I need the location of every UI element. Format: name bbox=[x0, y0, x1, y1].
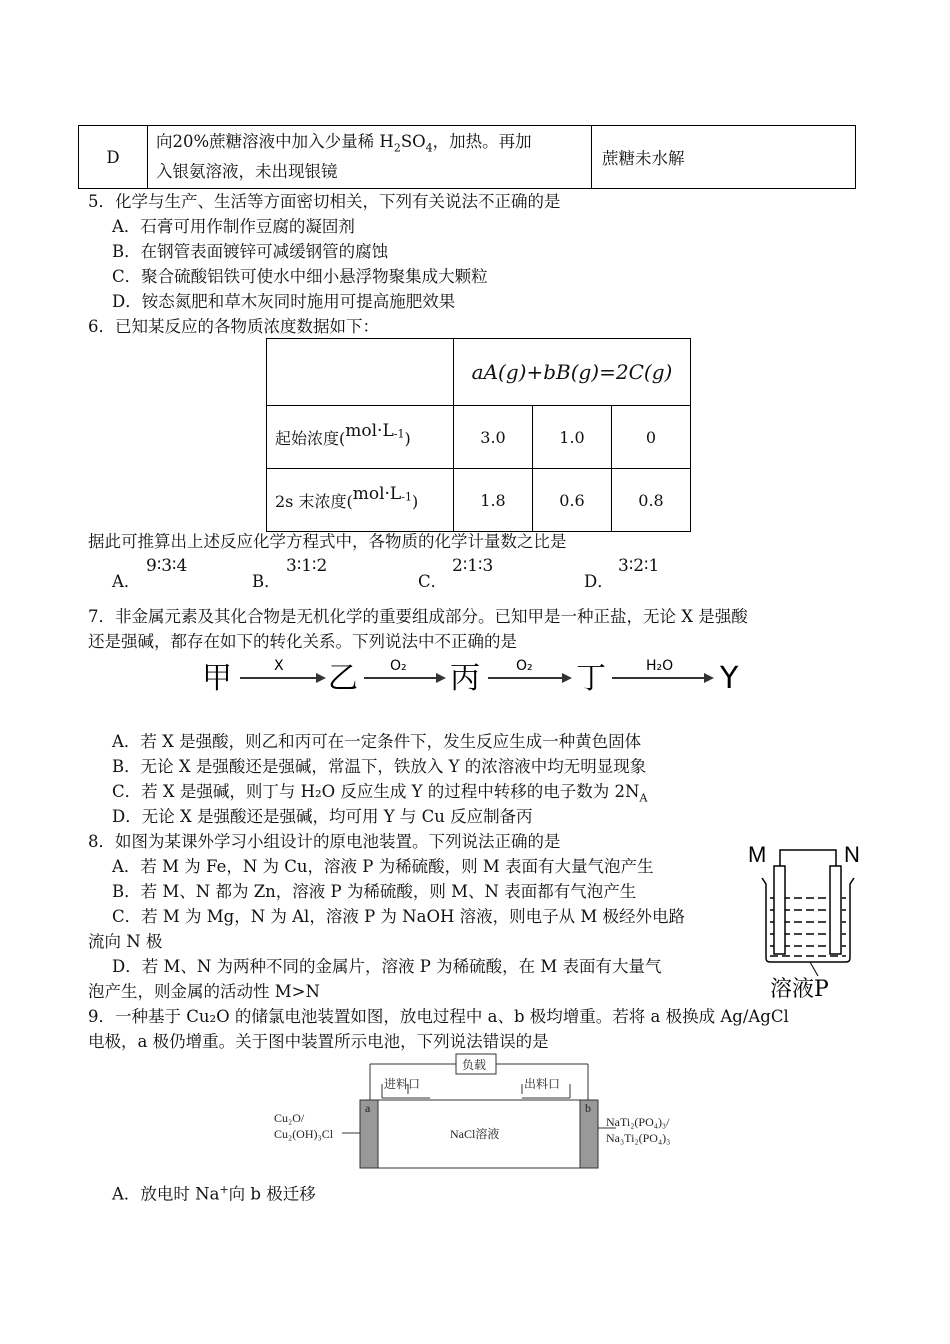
q8-stem: 8．如图为某课外学习小组设计的原电池装置。下列说法正确的是 bbox=[88, 832, 561, 851]
q7-option-b[interactable]: B．无论 X 是强酸还是强碱，常温下，铁放入 Y 的浓溶液中均无明显现象 bbox=[112, 757, 647, 776]
experiment-cell: 向20%蔗糖溶液中加入少量稀 $H_2SO_4$，加热。再加 入银氨溶液，未出现银镜 bbox=[148, 126, 592, 189]
q7-option-a[interactable]: A．若 X 是强酸，则乙和丙可在一定条件下，发生反应生成一种黄色固体 bbox=[112, 732, 642, 751]
electrode-m-label: M bbox=[748, 842, 767, 867]
chain-ding: 丁 bbox=[576, 661, 606, 696]
left-material-2: Cu₂(OH)₃Cl bbox=[274, 1127, 334, 1141]
q8-option-b[interactable]: B．若 M、N 都为 Zn，溶液 P 为稀硫酸，则 M、N 表面都有气泡产生 bbox=[112, 882, 637, 901]
chain-jia: 甲 bbox=[202, 661, 232, 696]
cell: 0.6 bbox=[533, 469, 612, 532]
q7-stem-line1: 7．非金属元素及其化合物是无机化学的重要组成部分。已知甲是一种正盐，无论 X 是强酸 bbox=[88, 607, 748, 626]
battery-figure bbox=[270, 1050, 690, 1175]
table-row bbox=[267, 469, 691, 532]
q8-option-c-cont: 流向 N 极 bbox=[88, 932, 163, 951]
q6-option-b-label[interactable]: B． bbox=[252, 572, 281, 591]
q6-stem: 6．已知某反应的各物质浓度数据如下： bbox=[88, 317, 379, 336]
inlet-label: 进料口 bbox=[384, 1077, 421, 1091]
electrode-m bbox=[774, 866, 785, 954]
q5-stem: 5．化学与生产、生活等方面密切相关，下列有关说法不正确的是 bbox=[88, 192, 561, 211]
q5-option-c[interactable]: C．聚合硫酸铝铁可使水中细小悬浮物聚集成大颗粒 bbox=[112, 267, 488, 286]
row-label-2s: 2s 末浓度$(mol\cdot L^{-1})$ bbox=[267, 469, 454, 532]
chain-reagent-o2: O₂ bbox=[390, 658, 407, 674]
experiment-table bbox=[78, 125, 856, 189]
cell: 1.0 bbox=[533, 406, 612, 469]
cell: 3.0 bbox=[454, 406, 533, 469]
q6-option-c-label[interactable]: C． bbox=[418, 572, 448, 591]
conclusion-cell: 蔗糖未水解 bbox=[592, 126, 856, 189]
chain-bing: 丙 bbox=[450, 661, 480, 696]
q8-option-c[interactable]: C．若 M 为 Mg，N 为 Al，溶液 P 为 NaOH 溶液，则电子从 M 极经外电路 bbox=[112, 907, 685, 926]
q6-option-d-value: 3∶2∶1 bbox=[618, 556, 660, 576]
q5-option-d[interactable]: D．铵态氮肥和草木灰同时施用可提高施肥效果 bbox=[112, 292, 456, 311]
chain-reagent-h2o: H₂O bbox=[646, 658, 674, 674]
outlet-label: 出料口 bbox=[524, 1077, 561, 1091]
electrode-n bbox=[830, 866, 841, 954]
q8-option-d[interactable]: D．若 M、N 为两种不同的金属片，溶液 P 为稀硫酸，在 M 表面有大量气 bbox=[112, 957, 662, 976]
q6-option-a-value: 9∶3∶4 bbox=[146, 556, 188, 576]
q8-option-d-cont: 泡产生，则金属的活动性 M>N bbox=[88, 982, 320, 1001]
chain-yi: 乙 bbox=[328, 661, 358, 696]
right-material-1: NaTi₂(PO₄)₃/ bbox=[606, 1115, 670, 1129]
electrode-n-label: N bbox=[844, 842, 860, 867]
q6-option-b-value: 3∶1∶2 bbox=[286, 556, 328, 576]
load-label: 负载 bbox=[462, 1058, 487, 1072]
cell: 0 bbox=[612, 406, 691, 469]
q8-option-a[interactable]: A．若 M 为 Fe，N 为 Cu，溶液 P 为稀硫酸，则 M 表面有大量气泡产生 bbox=[112, 857, 654, 876]
electrolyte-label: NaCl溶液 bbox=[450, 1127, 500, 1141]
row-label-start: 起始浓度$(mol\cdot L^{-1})$ bbox=[267, 406, 454, 469]
q6-option-c-value: 2∶1∶3 bbox=[452, 556, 494, 576]
cell: 1.8 bbox=[454, 469, 533, 532]
electrode-a-label: a bbox=[365, 1101, 371, 1115]
q9-stem-line2: 电极，a 极仍增重。关于图中装置所示电池，下列说法错误的是 bbox=[88, 1032, 549, 1051]
chain-reagent-o2: O₂ bbox=[516, 658, 533, 674]
q6-option-a-label[interactable]: A． bbox=[112, 572, 141, 591]
left-material-1: Cu₂O/ bbox=[274, 1111, 305, 1125]
row-label: D bbox=[79, 126, 148, 189]
q7-option-c[interactable]: C．若 X 是强碱，则丁与 H₂O 反应生成 Y 的过程中转移的电子数为 $2N_A$ bbox=[112, 782, 648, 805]
table-row bbox=[267, 406, 691, 469]
cell: 0.8 bbox=[612, 469, 691, 532]
right-material-2: Na₃Ti₂(PO₄)₃ bbox=[606, 1131, 671, 1145]
electrode-b-label: b bbox=[585, 1101, 591, 1115]
conversion-chain bbox=[198, 654, 758, 698]
q6-prompt: 据此可推算出上述反应化学方程式中，各物质的化学计量数之比是 bbox=[88, 532, 567, 551]
q9-stem-line1: 9．一种基于 Cu₂O 的储氯电池装置如图，放电过程中 a、b 极均增重。若将 a 极换成 Ag/AgCl bbox=[88, 1007, 789, 1026]
solution-label: 溶液P bbox=[770, 977, 829, 1002]
concentration-table bbox=[266, 338, 691, 532]
q7-stem-line2: 还是强碱，都存在如下的转化关系。下列说法中不正确的是 bbox=[88, 632, 517, 651]
q7-option-d[interactable]: D．无论 X 是强酸还是强碱，均可用 Y 与 Cu 反应制备丙 bbox=[112, 807, 533, 826]
table-row bbox=[79, 126, 856, 189]
q6-option-d-label[interactable]: D． bbox=[584, 572, 614, 591]
q5-option-b[interactable]: B．在钢管表面镀锌可减缓钢管的腐蚀 bbox=[112, 242, 389, 261]
chain-y: Y bbox=[720, 661, 739, 696]
q5-option-a[interactable]: A．石膏可用作制作豆腐的凝固剂 bbox=[112, 217, 355, 236]
reaction-equation: aA(g)+bB(g)=2C(g) bbox=[454, 339, 691, 406]
q9-option-a[interactable]: A．放电时 Na+向 b 极迁移 bbox=[112, 1183, 316, 1204]
chain-reagent-x: X bbox=[274, 658, 284, 674]
table-row bbox=[267, 339, 691, 406]
galvanic-cell-figure bbox=[744, 838, 870, 1004]
